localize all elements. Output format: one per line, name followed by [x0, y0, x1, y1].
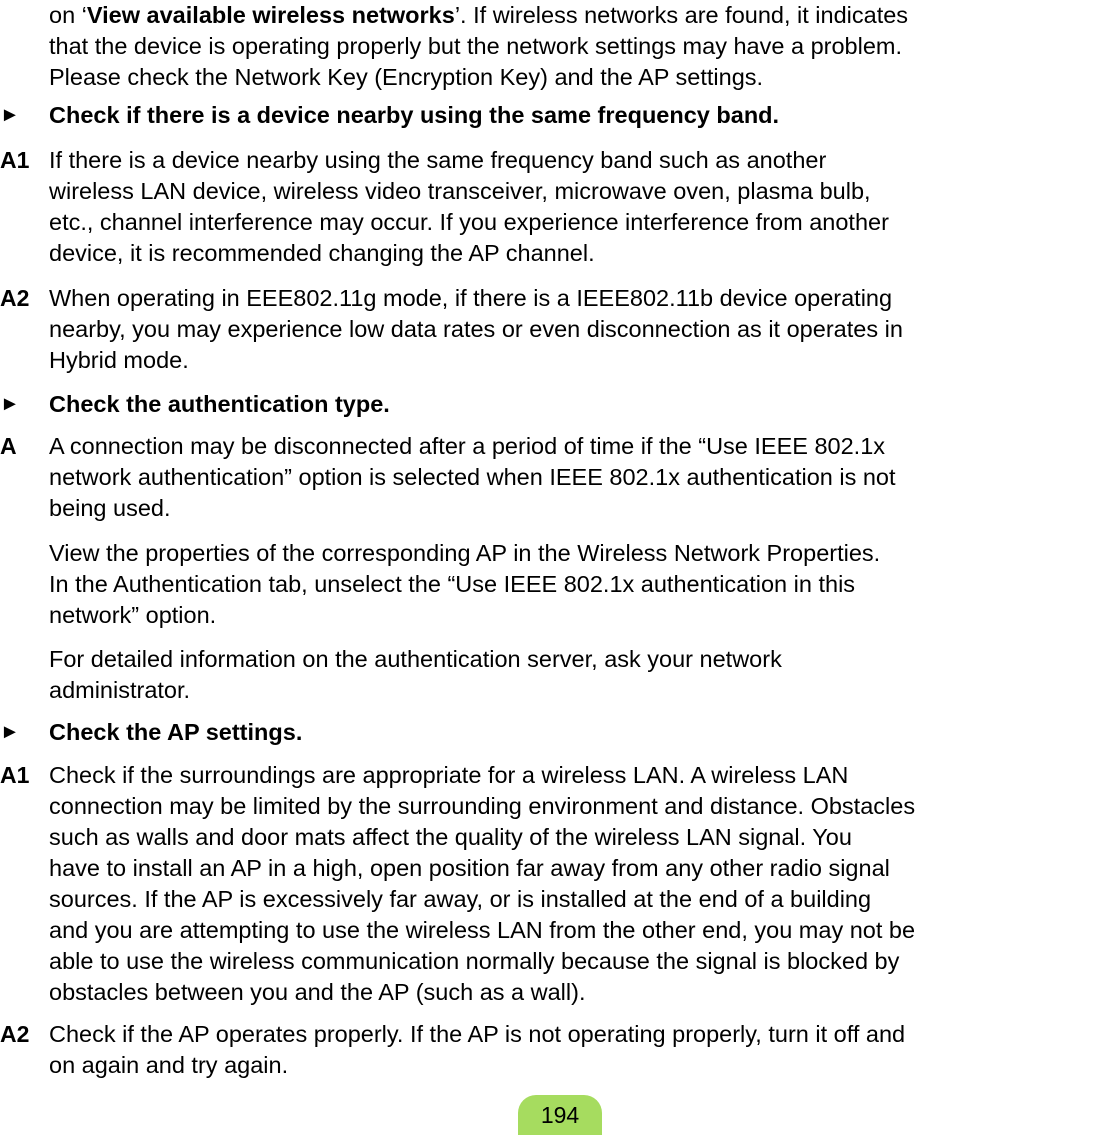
- intro-suffix: ’. If wireless networks are found, it indicates: [454, 2, 909, 28]
- answer-line: device, it is recommended changing the AP channel.: [49, 240, 595, 266]
- answer-label: A1: [0, 762, 30, 788]
- answer-line: on again and try again.: [49, 1052, 289, 1078]
- answer-label: A2: [0, 1021, 30, 1047]
- intro-prefix: on ‘: [49, 2, 87, 28]
- intro-line-1: [49, 0, 1119, 31]
- answer-line: If there is a device nearby using the same frequency band such as another: [49, 147, 827, 173]
- arrow-icon: ►: [0, 104, 20, 126]
- arrow-icon: ►: [0, 393, 20, 415]
- answer-label: A1: [0, 147, 30, 173]
- answer-line: such as walls and door mats affect the quality of the wireless LAN signal. You: [49, 824, 852, 850]
- arrow-icon: ►: [0, 721, 20, 743]
- answer-line: In the Authentication tab, unselect the “Use IEEE 802.1x authentication in this: [49, 571, 856, 597]
- answer-line: A connection may be disconnected after a period of time if the “Use IEEE 802.1x: [49, 433, 886, 459]
- answer-line: sources. If the AP is excessively far away, or is installed at the end of a building: [49, 886, 872, 912]
- answer-line: wireless LAN device, wireless video transceiver, microwave oven, plasma bulb,: [49, 178, 871, 204]
- answer-line: Hybrid mode.: [49, 347, 189, 373]
- answer-line: have to install an AP in a high, open position far away from any other radio signal: [49, 855, 890, 881]
- answer-line: able to use the wireless communication normally because the signal is blocked by: [49, 948, 900, 974]
- intro-line-2: that the device is operating properly but the network settings may have a problem.: [49, 33, 902, 59]
- answer-line: etc., channel interference may occur. If you experience interference from another: [49, 209, 889, 235]
- answer-line: connection may be limited by the surrounding environment and distance. Obstacles: [49, 793, 916, 819]
- answer-line: When operating in EEE802.11g mode, if there is a IEEE802.11b device operating: [49, 285, 893, 311]
- section-heading: Check the authentication type.: [49, 391, 390, 417]
- answer-line: Check if the AP operates properly. If the AP is not operating properly, turn it off and: [49, 1021, 906, 1047]
- answer-line: Check if the surroundings are appropriate for a wireless LAN. A wireless LAN: [49, 762, 849, 788]
- answer-line: network authentication” option is selected when IEEE 802.1x authentication is not: [49, 464, 896, 490]
- view-available-networks-term: View available wireless networks: [86, 2, 455, 28]
- answer-line: For detailed information on the authentication server, ask your network: [49, 646, 782, 672]
- answer-line: network” option.: [49, 602, 217, 628]
- answer-line: and you are attempting to use the wireless LAN from the other end, you may not be: [49, 917, 916, 943]
- page-number: 194: [518, 1095, 602, 1135]
- answer-line: obstacles between you and the AP (such as a wall).: [49, 979, 586, 1005]
- answer-label: A2: [0, 285, 30, 311]
- answer-line: View the properties of the corresponding AP in the Wireless Network Properties.: [49, 540, 881, 566]
- answer-line: being used.: [49, 495, 171, 521]
- section-heading: Check if there is a device nearby using the same frequency band.: [49, 102, 780, 128]
- answer-line: nearby, you may experience low data rates or even disconnection as it operates in: [49, 316, 903, 342]
- intro-line-3: Please check the Network Key (Encryption Key) and the AP settings.: [49, 64, 764, 90]
- section-heading: Check the AP settings.: [49, 719, 303, 745]
- answer-label: A: [0, 433, 17, 459]
- answer-line: administrator.: [49, 677, 191, 703]
